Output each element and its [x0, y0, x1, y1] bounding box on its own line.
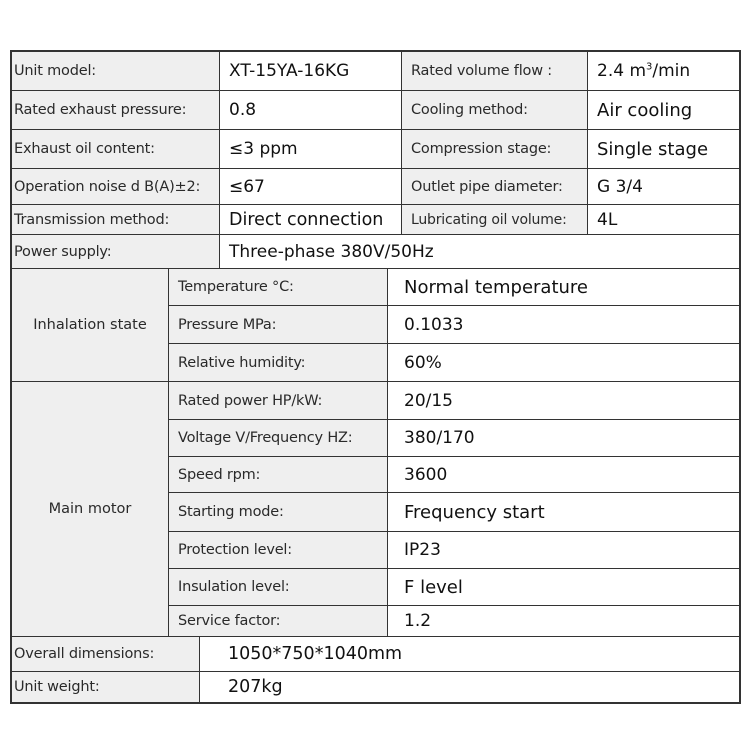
spec-table [10, 50, 741, 704]
label-transmission-method: Transmission method: [12, 205, 220, 235]
value-relative-humidity: 60% [388, 344, 739, 382]
label-unit-model: Unit model: [12, 52, 220, 91]
label-exhaust-oil-content: Exhaust oil content: [12, 130, 220, 169]
value-outlet-pipe-diameter: G 3/4 [588, 169, 739, 205]
label-service-factor: Service factor: [169, 606, 388, 637]
value-starting-mode: Frequency start [388, 493, 739, 532]
value-operation-noise: ≤67 [220, 169, 402, 205]
label-overall-dimensions: Overall dimensions: [12, 637, 200, 672]
value-insulation-level: F level [388, 569, 739, 606]
value-cooling-method: Air cooling [588, 91, 739, 130]
value-exhaust-oil-content: ≤3 ppm [220, 130, 402, 169]
label-rated-exhaust-pressure: Rated exhaust pressure: [12, 91, 220, 130]
label-voltage-frequency: Voltage V/Frequency HZ: [169, 420, 388, 457]
value-overall-dimensions: 1050*750*1040mm [200, 637, 739, 672]
label-insulation-level: Insulation level: [169, 569, 388, 606]
label-outlet-pipe-diameter: Outlet pipe diameter: [402, 169, 588, 205]
value-rated-volume-flow: 2.4 $m^3/\min$ [588, 52, 739, 91]
value-protection-level: IP23 [388, 532, 739, 569]
group-inhalation-state: Inhalation state [12, 269, 169, 382]
label-cooling-method: Cooling method: [402, 91, 588, 130]
label-starting-mode: Starting mode: [169, 493, 388, 532]
value-voltage-frequency: 380/170 [388, 420, 739, 457]
value-power-supply: Three-phase 380V/50Hz [220, 235, 739, 269]
label-relative-humidity: Relative humidity: [169, 344, 388, 382]
value-rated-power: 20/15 [388, 382, 739, 420]
value-speed: 3600 [388, 457, 739, 493]
value-transmission-method: Direct connection [220, 205, 402, 235]
value-compression-stage: Single stage [588, 130, 739, 169]
group-main-motor: Main motor [12, 382, 169, 637]
label-compression-stage: Compression stage: [402, 130, 588, 169]
value-pressure: 0.1033 [388, 306, 739, 344]
value-rated-exhaust-pressure: 0.8 [220, 91, 402, 130]
label-rated-power: Rated power HP/kW: [169, 382, 388, 420]
value-unit-model: XT-15YA-16KG [220, 52, 402, 91]
label-protection-level: Protection level: [169, 532, 388, 569]
label-pressure: Pressure MPa: [169, 306, 388, 344]
label-speed: Speed rpm: [169, 457, 388, 493]
value-service-factor: 1.2 [388, 606, 739, 637]
label-power-supply: Power supply: [12, 235, 220, 269]
value-lubricating-oil-volume: 4L [588, 205, 739, 235]
label-temperature: Temperature °C: [169, 269, 388, 306]
value-unit-weight: 207kg [200, 672, 739, 702]
label-rated-volume-flow: Rated volume flow : [402, 52, 588, 91]
label-unit-weight: Unit weight: [12, 672, 200, 702]
label-operation-noise: Operation noise d B(A)±2: [12, 169, 220, 205]
label-lubricating-oil-volume: Lubricating oil volume: [402, 205, 588, 235]
value-temperature: Normal temperature [388, 269, 739, 306]
